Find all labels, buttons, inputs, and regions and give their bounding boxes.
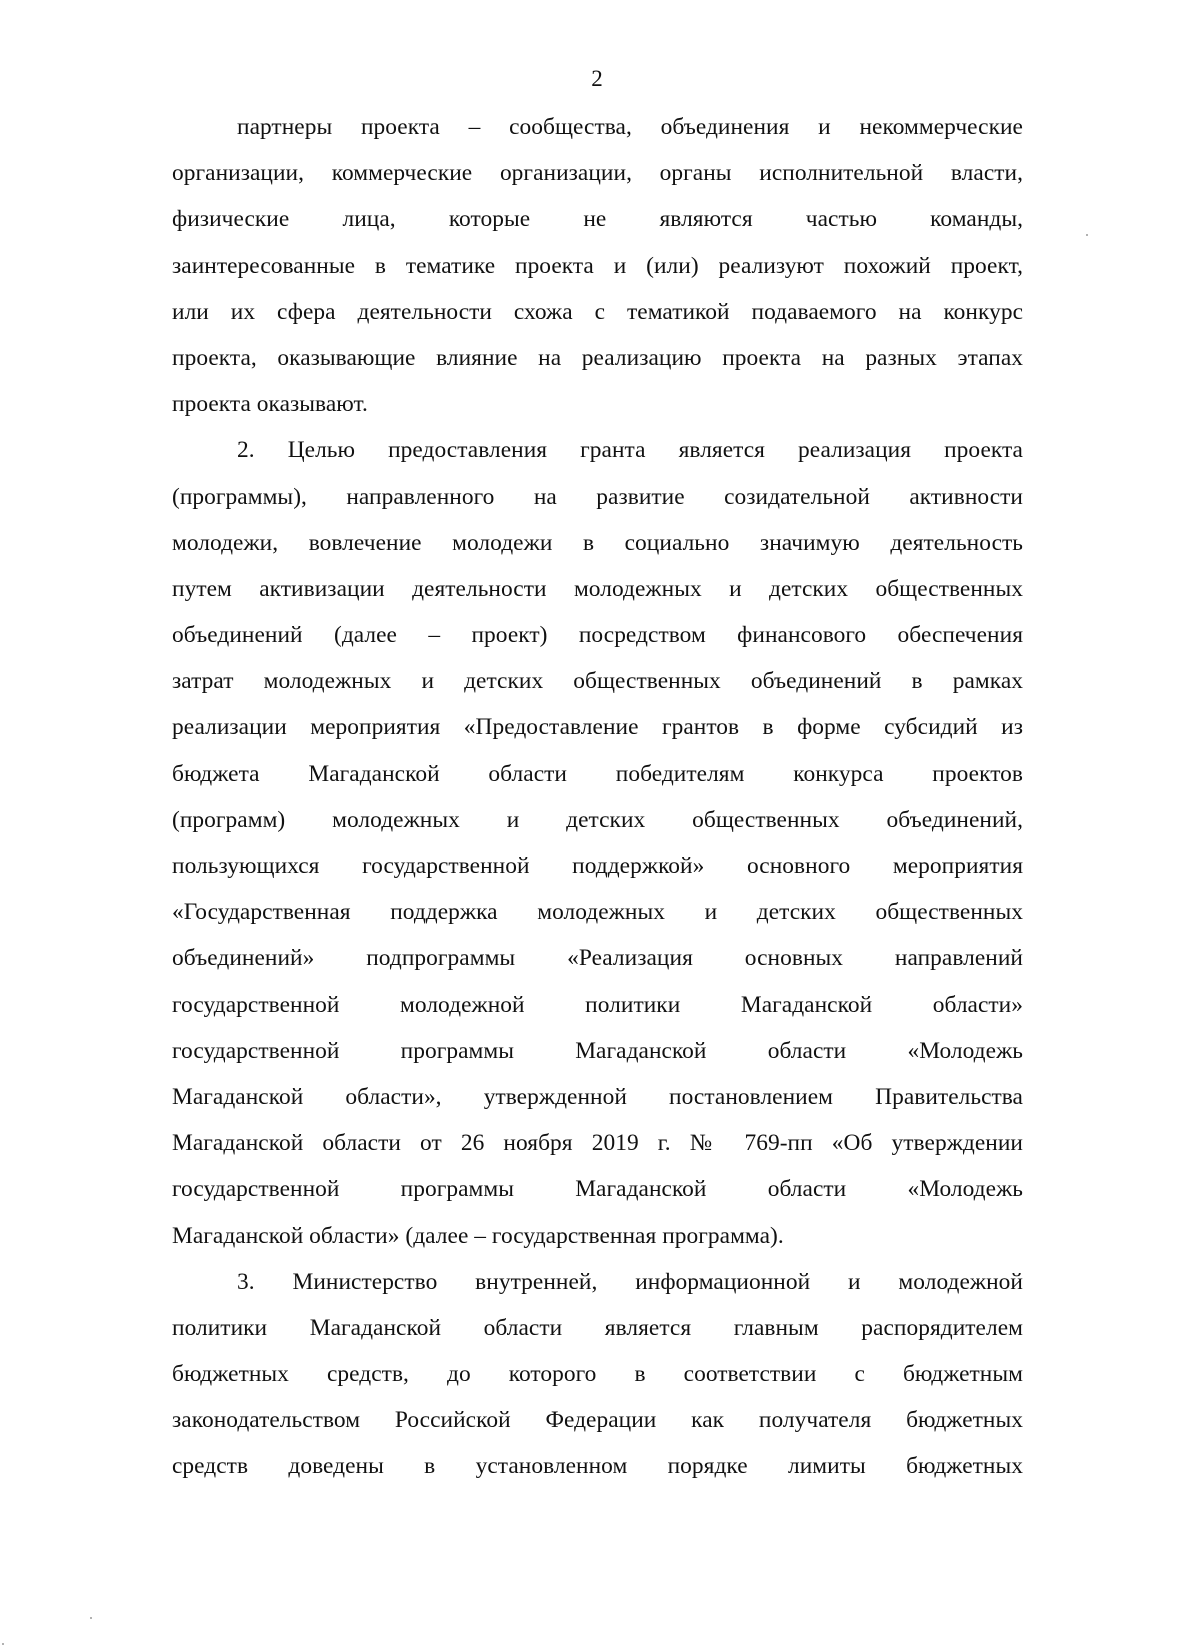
text-line: Магаданской области» (далее – государственная программа). <box>172 1222 784 1249</box>
scan-speck <box>2 1643 4 1645</box>
text-line: бюджета Магаданской области победителям конкурса проектов <box>172 760 1023 787</box>
text-line: Магаданской области», утвержденной постановлением Правительства <box>172 1083 1023 1110</box>
text-line: средств доведены в установленном порядке лимиты бюджетных <box>172 1453 1023 1480</box>
text-line: заинтересованные в тематике проекта и (или) реализуют похожий проект, <box>172 252 1023 279</box>
text-line: бюджетных средств, до которого в соответствии с бюджетным <box>172 1361 1023 1388</box>
text-line: Магаданской области от 26 ноября 2019 г. № 769-пп «Об утверждении <box>172 1130 1023 1157</box>
text-line: государственной молодежной политики Магаданской области» <box>172 991 1023 1018</box>
paragraph-partners <box>172 104 1023 427</box>
text-line: государственной программы Магаданской области «Молодежь <box>172 1037 1023 1064</box>
text-line: реализации мероприятия «Предоставление грантов в форме субсидий из <box>172 714 1023 741</box>
text-line: путем активизации деятельности молодежных и детских общественных <box>172 575 1023 602</box>
text-line: 2. Целью предоставления гранта является реализация проекта <box>237 437 1023 464</box>
text-line: пользующихся государственной поддержкой» основного мероприятия <box>172 853 1023 879</box>
text-line: проекта оказывают. <box>172 391 368 418</box>
text-line: объединений (далее – проект) посредством финансового обеспечения <box>172 622 1023 649</box>
text-line: политики Магаданской области является главным распорядителем <box>172 1314 1023 1341</box>
page-number: 2 <box>591 66 603 91</box>
text-line: физические лица, которые не являются частью команды, <box>172 206 1023 233</box>
paragraph-2-grant-purpose <box>172 427 1023 1258</box>
text-line: объединений» подпрограммы «Реализация основных направлений <box>172 945 1023 972</box>
text-line: затрат молодежных и детских общественных объединений в рамках <box>172 668 1023 695</box>
document-body <box>172 104 1023 1490</box>
text-line: (программ) молодежных и детских общественных объединений, <box>172 806 1023 833</box>
text-line: партнеры проекта – сообщества, объединения и некоммерческие <box>237 114 1023 140</box>
text-line: государственной программы Магаданской области «Молодежь <box>172 1176 1023 1203</box>
paragraph-3-ministry <box>172 1259 1023 1490</box>
text-line: проекта, оказывающие влияние на реализацию проекта на разных этапах <box>172 344 1023 371</box>
text-line: законодательством Российской Федерации как получателя бюджетных <box>172 1407 1023 1434</box>
scan-speck <box>1086 234 1088 236</box>
text-line: молодежи, вовлечение молодежи в социально значимую деятельность <box>172 529 1023 556</box>
text-line: (программы), направленного на развитие созидательной активности <box>172 483 1023 510</box>
text-line: «Государственная поддержка молодежных и детских общественных <box>172 899 1023 926</box>
text-line: 3. Министерство внутренней, информационной и молодежной <box>237 1268 1023 1295</box>
text-line: или их сфера деятельности схожа с тематикой подаваемого на конкурс <box>172 298 1023 325</box>
scan-speck <box>90 1617 92 1619</box>
text-line: организации, коммерческие организации, органы исполнительной власти, <box>172 160 1023 187</box>
